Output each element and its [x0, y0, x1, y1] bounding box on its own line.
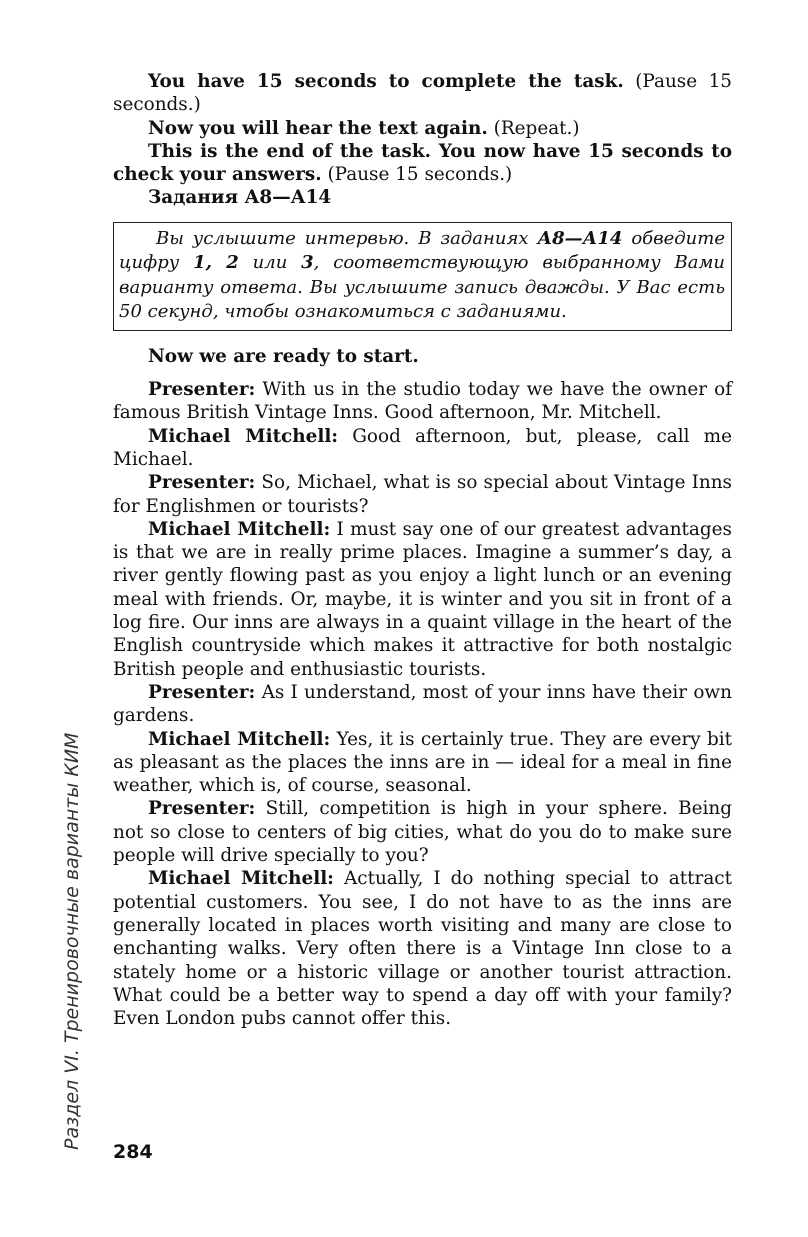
dialogue-turn: Presenter: With us in the studio today we have the owner of famous British Vintage Inns. Good afternoon, Mr. Mitchell.	[113, 379, 732, 424]
instruction-text: Вы услышите интервью. В заданиях А8—А14 обведите цифру 1, 2 или 3, соответствующую выбранному Вами варианту ответа. Вы услышите запись дважды. У Вас есть 50 секунд, чтобы ознакомиться с заданиями.	[119, 227, 725, 323]
dialogue-turn: Presenter: As I understand, most of your inns have their own gardens.	[113, 681, 732, 727]
intro-line-3: This is the end of the task. You now have 15 seconds to check your answers. (Pause 15 seconds.)	[113, 140, 732, 186]
dialogue-turn: Presenter: Still, competition is high in your sphere. Being not so close to centers of big cities, what do you do to make sure people will drive specially to you?	[113, 798, 732, 867]
dialogue-turn: Michael Mitchell: I must say one of our greatest advantages is that we are in really prime places. Imagine a summer’s day, a river gently flowing past as you enjoy a light lunch or an evening meal with friends. Or, maybe, it is winter and you sit in front of a log fire. Our inns are always in a quaint village in the heart of the English countryside which makes it attractive for both nostalgic British people and enthusiastic tourists.	[113, 518, 732, 680]
intro-line-1: You have 15 seconds to complete the task. (Pause 15 seconds.)	[113, 71, 732, 116]
instruction-box	[113, 222, 732, 331]
dialogue-turn: Presenter: So, Michael, what is so special about Vintage Inns for Englishmen or tourists?	[113, 472, 732, 517]
intro-line-2: Now you will hear the text again. (Repeat.)	[148, 117, 580, 139]
page-body	[113, 70, 732, 1030]
side-section-label: Раздел VI. Тренировочные варианты КИМ	[61, 732, 83, 1150]
section-title: Задания А8—А14	[148, 187, 332, 209]
page-number: 284	[113, 1141, 153, 1163]
dialogue-turn: Michael Mitchell: Yes, it is certainly true. They are every bit as pleasant as the places the inns are in — ideal for a meal in fine weather, which is, of course, seasonal.	[113, 728, 732, 797]
ready-line: Now we are ready to start.	[148, 345, 419, 367]
dialogue-turn: Michael Mitchell: Good afternoon, but, please, call me Michael.	[113, 425, 732, 470]
dialogue-turn: Michael Mitchell: Actually, I do nothing special to attract potential customers. You see, I do not have to as the inns are generally located in places worth visiting and many are close to enchanting walks. Very often there is a Vintage Inn close to a stately home or a historic village or another tourist attraction. What could be a better way to spend a day off with your family? Even London pubs cannot offer this.	[113, 868, 732, 1030]
